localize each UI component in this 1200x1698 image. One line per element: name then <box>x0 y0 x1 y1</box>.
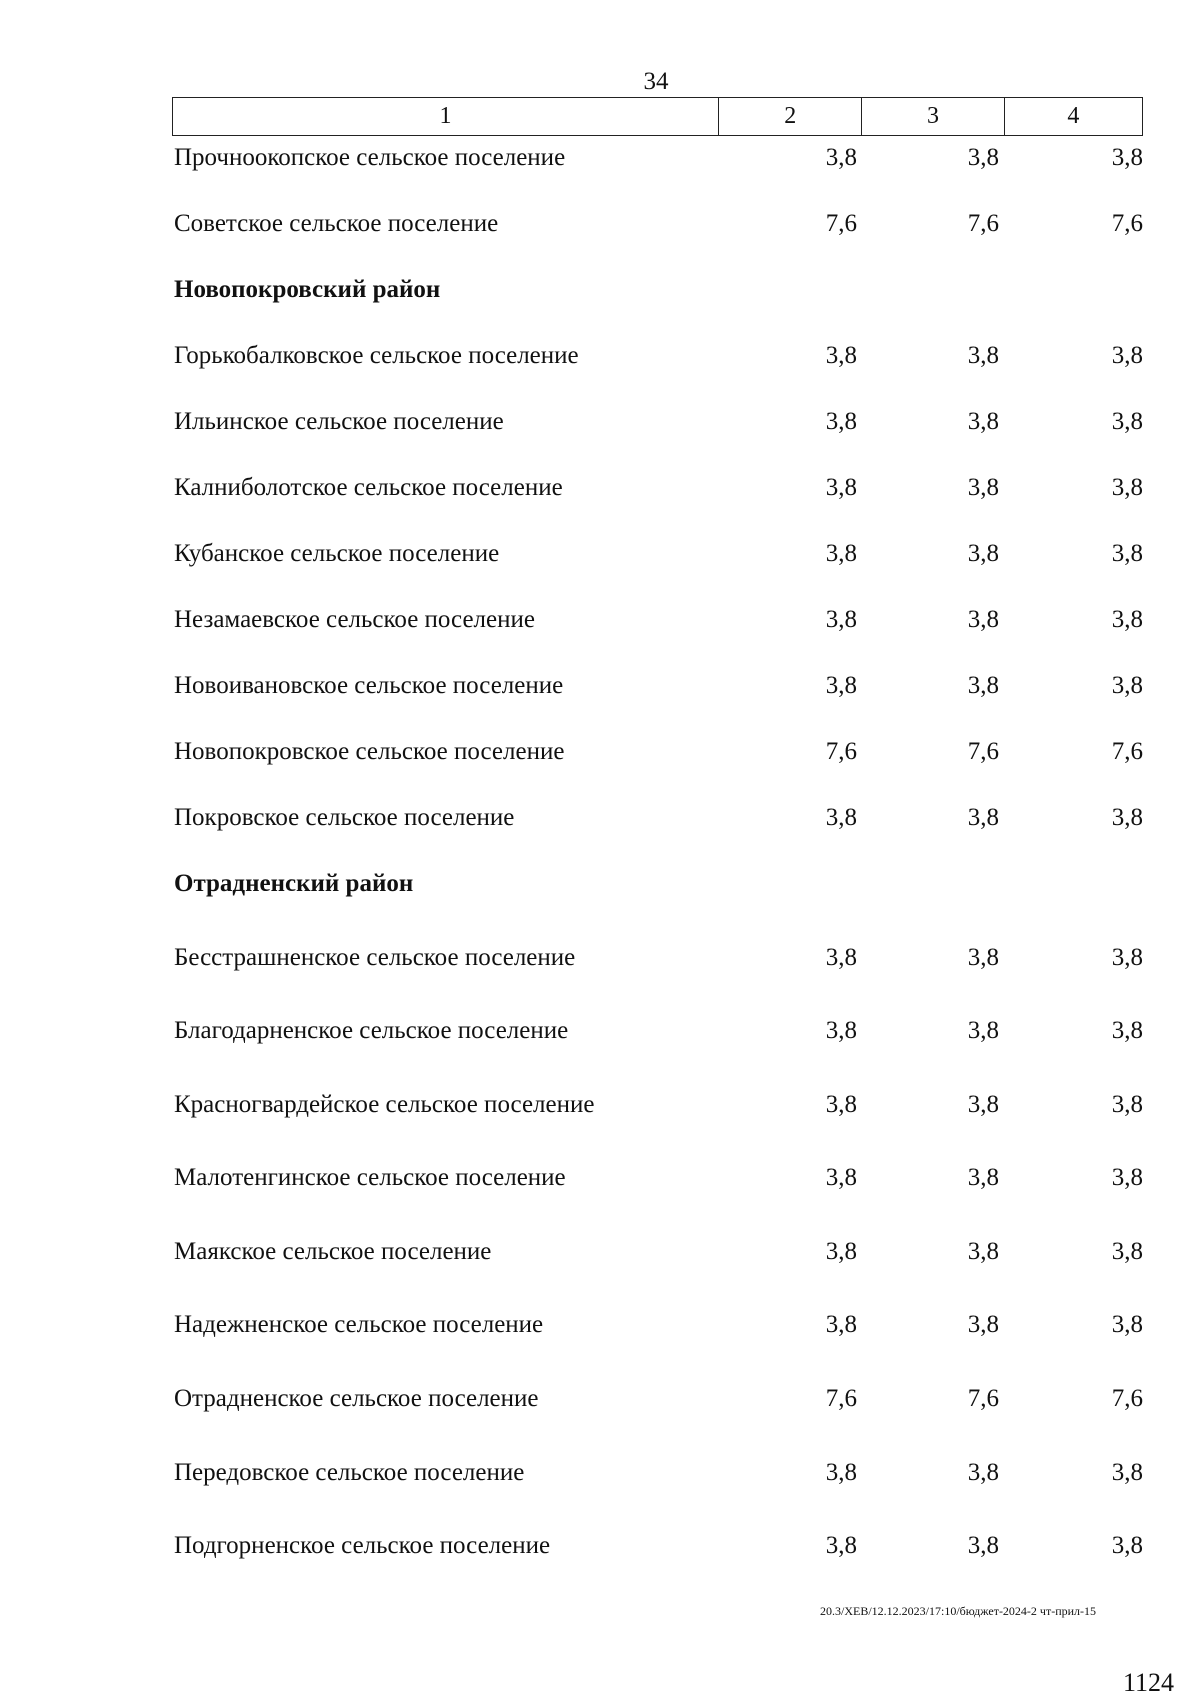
value-col-2: 7,6 <box>825 738 857 765</box>
settlement-name: Надежненское сельское поселение <box>174 1311 544 1338</box>
value-col-3: 3,8 <box>967 1238 999 1265</box>
value-col-3: 3,8 <box>967 1091 999 1118</box>
value-col-3: 7,6 <box>967 738 999 765</box>
value-col-3: 3,8 <box>967 408 999 435</box>
settlement-name: Кубанское сельское поселение <box>174 540 500 567</box>
value-col-3: 3,8 <box>967 1459 999 1486</box>
value-col-4: 3,8 <box>1111 944 1143 971</box>
header-col-3: 3 <box>862 98 1004 136</box>
table-row <box>0 1158 1200 1198</box>
value-col-4: 3,8 <box>1111 804 1143 831</box>
table-row <box>0 1453 1200 1493</box>
value-col-2: 7,6 <box>825 210 857 237</box>
page-number: 34 <box>643 68 669 95</box>
value-col-3: 3,8 <box>967 342 999 369</box>
value-col-4: 3,8 <box>1111 1311 1143 1338</box>
value-col-2: 3,8 <box>825 144 857 171</box>
value-col-3: 3,8 <box>967 1017 999 1044</box>
value-col-4: 3,8 <box>1111 1459 1143 1486</box>
table-row <box>0 336 1200 376</box>
value-col-3: 3,8 <box>967 672 999 699</box>
settlement-name: Малотенгинское сельское поселение <box>174 1164 566 1191</box>
value-col-4: 3,8 <box>1111 474 1143 501</box>
value-col-2: 3,8 <box>825 1238 857 1265</box>
value-col-2: 3,8 <box>825 1164 857 1191</box>
value-col-4: 3,8 <box>1111 1164 1143 1191</box>
settlement-name: Маякское сельское поселение <box>174 1238 492 1265</box>
value-col-3: 3,8 <box>967 144 999 171</box>
header-col-4: 4 <box>1004 98 1142 136</box>
value-col-4: 3,8 <box>1111 606 1143 633</box>
value-col-2: 3,8 <box>825 1091 857 1118</box>
table-row <box>0 468 1200 508</box>
table-row <box>0 938 1200 978</box>
table-row <box>0 1085 1200 1125</box>
table-row <box>0 204 1200 244</box>
settlement-name: Покровское сельское поселение <box>174 804 515 831</box>
header-col-2: 2 <box>719 98 862 136</box>
district-name: Отрадненский район <box>174 870 414 897</box>
settlement-name: Горькобалковское сельское поселение <box>174 342 579 369</box>
value-col-3: 3,8 <box>967 804 999 831</box>
table-row <box>0 1305 1200 1345</box>
table-row <box>0 1011 1200 1051</box>
value-col-4: 3,8 <box>1111 1532 1143 1559</box>
value-col-3: 3,8 <box>967 540 999 567</box>
settlement-name: Незамаевское сельское поселение <box>174 606 535 633</box>
value-col-4: 3,8 <box>1111 144 1143 171</box>
table-row <box>0 534 1200 574</box>
table-row <box>0 402 1200 442</box>
value-col-3: 3,8 <box>967 944 999 971</box>
settlement-name: Новоивановское сельское поселение <box>174 672 564 699</box>
settlement-name: Благодарненское сельское поселение <box>174 1017 569 1044</box>
table-row <box>0 798 1200 838</box>
value-col-2: 3,8 <box>825 944 857 971</box>
table-header <box>172 97 1143 136</box>
value-col-4: 3,8 <box>1111 540 1143 567</box>
value-col-2: 7,6 <box>825 1385 857 1412</box>
table-row <box>0 600 1200 640</box>
header-col-1: 1 <box>173 98 719 136</box>
value-col-2: 3,8 <box>825 540 857 567</box>
value-col-4: 3,8 <box>1111 1091 1143 1118</box>
value-col-4: 3,8 <box>1111 1238 1143 1265</box>
table-row <box>0 1379 1200 1419</box>
value-col-2: 3,8 <box>825 342 857 369</box>
settlement-name: Калниболотское сельское поселение <box>174 474 563 501</box>
value-col-2: 3,8 <box>825 408 857 435</box>
settlement-name: Ильинское сельское поселение <box>174 408 504 435</box>
value-col-3: 3,8 <box>967 1164 999 1191</box>
value-col-2: 3,8 <box>825 1532 857 1559</box>
settlement-name: Советское сельское поселение <box>174 210 499 237</box>
value-col-4: 3,8 <box>1111 408 1143 435</box>
value-col-3: 7,6 <box>967 1385 999 1412</box>
settlement-name: Подгорненское сельское поселение <box>174 1532 551 1559</box>
table-row <box>0 1526 1200 1566</box>
value-col-2: 3,8 <box>825 672 857 699</box>
settlement-name: Новопокровское сельское поселение <box>174 738 565 765</box>
sheet-number: 1124 <box>1123 1668 1175 1697</box>
value-col-4: 3,8 <box>1111 1017 1143 1044</box>
value-col-4: 7,6 <box>1111 1385 1143 1412</box>
section-heading <box>0 864 1200 904</box>
value-col-2: 3,8 <box>825 804 857 831</box>
value-col-2: 3,8 <box>825 1459 857 1486</box>
settlement-name: Красногвардейское сельское поселение <box>174 1091 595 1118</box>
value-col-3: 3,8 <box>967 1311 999 1338</box>
value-col-3: 3,8 <box>967 606 999 633</box>
value-col-3: 3,8 <box>967 474 999 501</box>
value-col-4: 7,6 <box>1111 210 1143 237</box>
table-row <box>0 1232 1200 1272</box>
value-col-2: 3,8 <box>825 474 857 501</box>
section-heading <box>0 270 1200 310</box>
value-col-4: 7,6 <box>1111 738 1143 765</box>
value-col-2: 3,8 <box>825 1017 857 1044</box>
value-col-2: 3,8 <box>825 606 857 633</box>
settlement-name: Передовское сельское поселение <box>174 1459 525 1486</box>
district-name: Новопокровский район <box>174 276 441 303</box>
table-row <box>0 666 1200 706</box>
value-col-3: 3,8 <box>967 1532 999 1559</box>
value-col-4: 3,8 <box>1111 342 1143 369</box>
value-col-4: 3,8 <box>1111 672 1143 699</box>
settlement-name: Прочноокопское сельское поселение <box>174 144 566 171</box>
footer-code: 20.3/ХЕВ/12.12.2023/17:10/бюджет-2024-2 чт-прил-15 <box>820 1604 1097 1618</box>
settlement-name: Бесстрашненское сельское поселение <box>174 944 576 971</box>
table-row <box>0 138 1200 178</box>
table-row <box>0 732 1200 772</box>
value-col-3: 7,6 <box>967 210 999 237</box>
settlement-name: Отрадненское сельское поселение <box>174 1385 539 1412</box>
value-col-2: 3,8 <box>825 1311 857 1338</box>
